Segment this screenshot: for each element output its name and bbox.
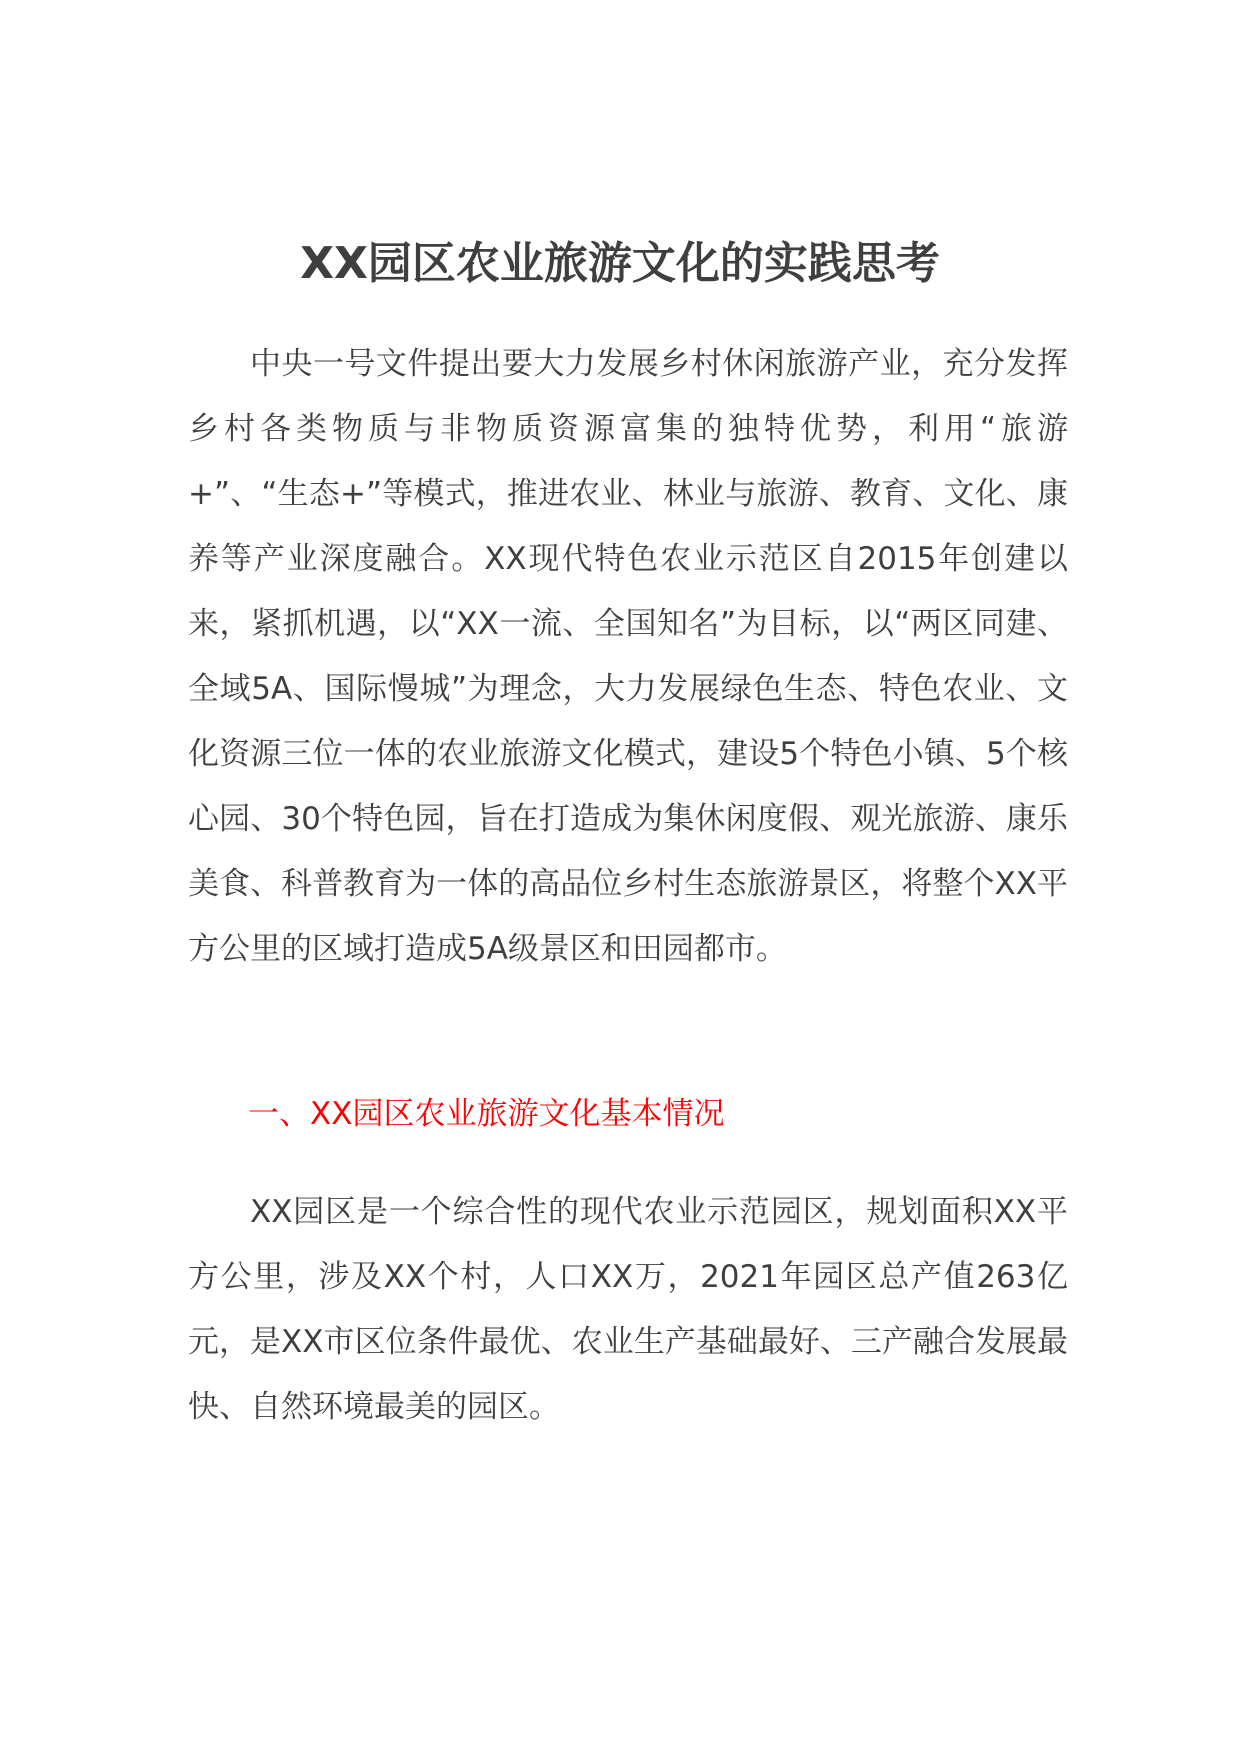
intro-paragraph: 中央一号文件提出要大力发展乡村休闲旅游产业，充分发挥乡村各类物质与非物质资源富集的独特优势，利用“旅游+”、“生态+”等模式，推进农业、林业与旅游、教育、文化、康养等产业深度融合。XX现代特色农业示范区自2015年创建以来，紧抓机遇，以“XX一流、全国知名”为目标，以“两区同建、全域5A、国际慢城”为理念，大力发展绿色生态、特色农业、文化资源三位一体的农业旅游文化模式，建设5个特色小镇、5个核心园、30个特色园，旨在打造成为集休闲度假、观光旅游、康乐美食、科普教育为一体的高品位乡村生态旅游景区，将整个XX平方公里的区域打造成5A级景区和田园都市。 — [188, 346, 1068, 967]
document-title: XX园区农业旅游文化的实践思考 — [300, 238, 940, 289]
section-heading: 一、XX园区农业旅游文化基本情况 — [248, 1096, 725, 1132]
section-paragraph: XX园区是一个综合性的现代农业示范园区，规划面积XX平方公里，涉及XX个村，人口XX万，2021年园区总产值263亿元，是XX市区位条件最优、农业生产基础最好、三产融合发展最快、自然环境最美的园区。 — [188, 1194, 1068, 1425]
